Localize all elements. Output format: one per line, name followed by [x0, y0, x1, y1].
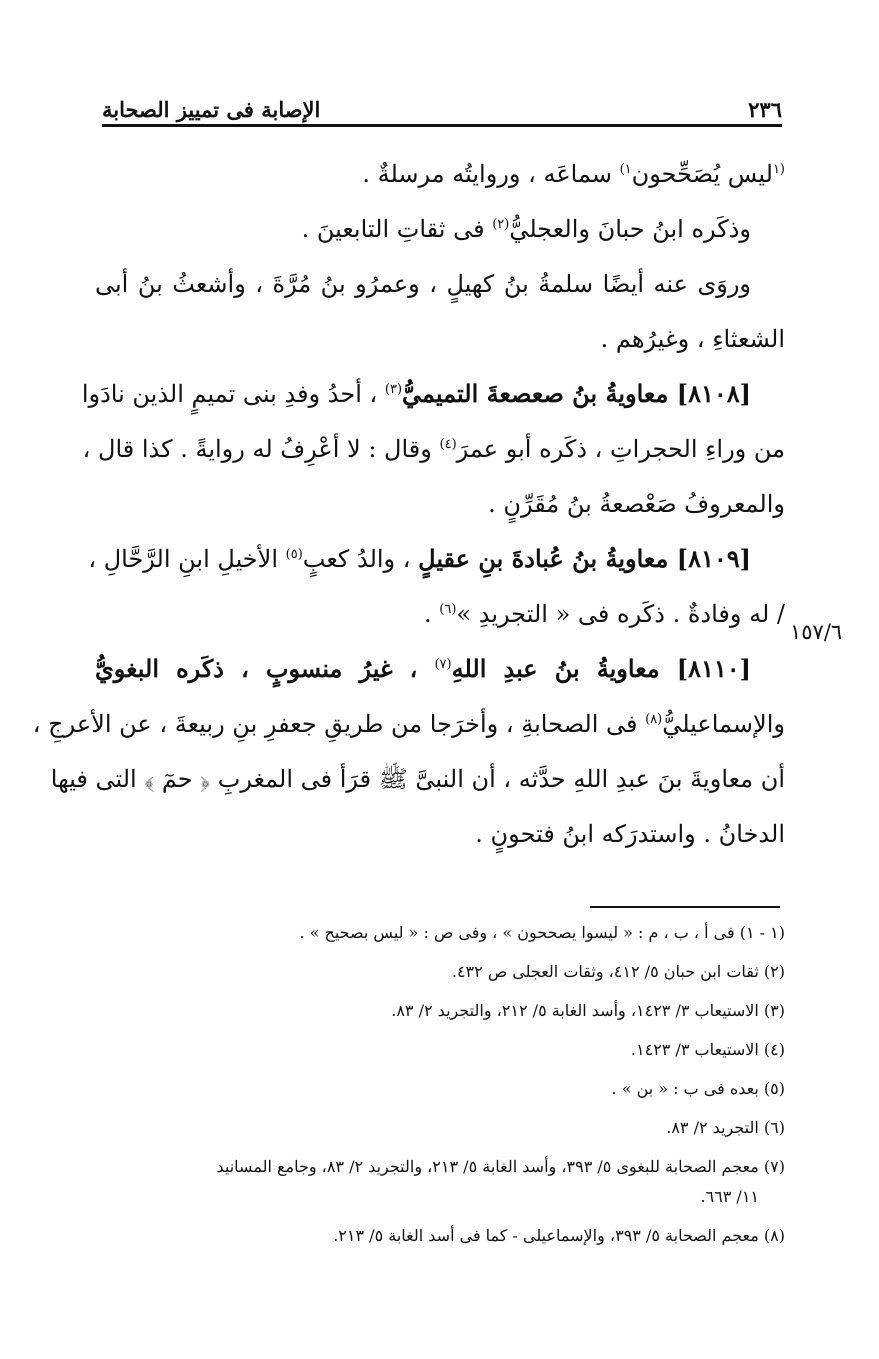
footnote-marker: (١ [772, 162, 785, 177]
entry-number: [٨١١٠] [676, 654, 751, 683]
footnote-marker: (٢) [492, 217, 510, 232]
main-text [32, 158, 785, 873]
footnote-marker: (٣) [384, 382, 403, 397]
text-line: أن معاويةَ بنَ عبدِ اللهِ حدَّثه ، أن النبىَّ ﷺ قرَأ فى المغربِ ﴿ حمٓ ﴾ التى فيها [50, 765, 785, 793]
footnote-2: (٢) ثقات ابن حبان ٥/ ٤١٢، وثقات العجلى ص ٤٣٢. [451, 962, 785, 981]
footnotes [85, 922, 785, 1264]
running-title: الإصابة فى تمييز الصحابة [102, 97, 321, 122]
footnote-separator [590, 906, 780, 908]
entry-number: [٨١٠٨] [676, 379, 751, 408]
page-number: ٢٣٦ [748, 97, 782, 122]
footnote-7-continuation: ١١/ ٦٦٣. [700, 1187, 759, 1206]
entry-name: معاويةُ بنُ عبدِ اللهِ [451, 654, 677, 683]
text-line: الدخانُ . واستدرَكه ابنُ فتحونٍ . [475, 820, 785, 848]
text-line: $^{(١}$ليس يُصَحِّحون$^{١)}$ سماعَه ، وروايتُه مرسلةٌ . [362, 160, 785, 188]
footnote-8: (٨) معجم الصحابة ٥/ ٣٩٣، والإسماعيلى - كما فى أسد الغابة ٥/ ٢١٣. [333, 1226, 785, 1245]
footnote-marker: (٤) [439, 437, 457, 452]
footnote-marker: ١) [619, 162, 632, 177]
text-line: من وراءِ الحجراتِ ، ذكَره أبو عمرَ$^{(٤)}$ وقال : لا أعْرِفُ له روايةً . كذا قال ، [82, 435, 785, 463]
header-rule [102, 124, 782, 127]
footnote-1: (١ - ١) فى أ ، ب ، م : « ليسوا يصححون » ، وفى ص : « ليس بصحيح » . [299, 923, 785, 942]
page-header [102, 86, 782, 122]
footnote-3: (٣) الاستيعاب ٣/ ١٤٢٣، وأسد الغابة ٥/ ٢١٢، والتجريد ٢/ ٨٣. [391, 1001, 785, 1020]
entry-name: معاويةُ بنُ عُبادةَ بنِ عقيلٍ [418, 544, 677, 573]
entry-name: معاويةُ بنُ صعصعةَ التميميُّ [402, 379, 677, 408]
footnote-6: (٦) التجريد ٢/ ٨٣. [666, 1118, 785, 1137]
footnote-4: (٤) الاستيعاب ٣/ ١٤٢٣. [630, 1040, 785, 1059]
footnote-marker: (٥) [285, 547, 303, 562]
margin-volume-reference: ١٥٧/٦ [790, 620, 843, 644]
text-line: والمعروفُ صَعْصعةُ بنُ مُقَرِّنٍ . [488, 490, 785, 518]
entry-8110: [٨١١٠] معاويةُ بنُ عبدِ اللهِ$^{(٧)}$ ، غيرُ منسوبٍ ، ذكَره البغويُّ [95, 654, 751, 683]
footnote-5: (٥) بعده فى ب : « بن » . [611, 1079, 785, 1098]
text-line: والإسماعيليُّ$^{(٨)}$ فى الصحابةِ ، وأخرَجا من طريقِ جعفرِ بنِ ربيعةَ ، عن الأعرجِ ، [32, 710, 785, 738]
footnote-marker: (٧) [434, 657, 452, 672]
footnote-7: (٧) معجم الصحابة للبغوى ٥/ ٣٩٣، وأسد الغابة ٥/ ٢١٣، والتجريد ٢/ ٨٣، وجامع المسانيد [216, 1157, 785, 1176]
entry-8109: [٨١٠٩] معاويةُ بنُ عُبادةَ بنِ عقيلٍ ، والدُ كعبٍ$^{(٥)}$ الأخيلِ ابنِ الرَّحَّالِ ، [88, 544, 751, 573]
text-line: وذكَره ابنُ حبانَ والعجليُّ$^{(٢)}$ فى ثقاتِ التابعينَ . [301, 215, 751, 243]
text-line: / له وفادةٌ . ذكَره فى « التجريدِ »$^{(٦)}$ . [424, 600, 785, 628]
text-line: الشعثاءِ ، وغيرُهم . [600, 325, 785, 353]
text-line: وروَى عنه أيضًا سلمةُ بنُ كهيلٍ ، وعمرُو بنُ مُرَّةَ ، وأشعثُ بنُ أبى [95, 270, 751, 298]
entry-number: [٨١٠٩] [676, 544, 751, 573]
entry-8108: [٨١٠٨] معاويةُ بنُ صعصعةَ التميميُّ$^{(٣)}$ ، أحدُ وفدِ بنى تميمٍ الذين نادَوا [81, 379, 751, 408]
footnote-marker: (٨) [645, 712, 663, 727]
footnote-marker: (٦) [439, 602, 457, 617]
